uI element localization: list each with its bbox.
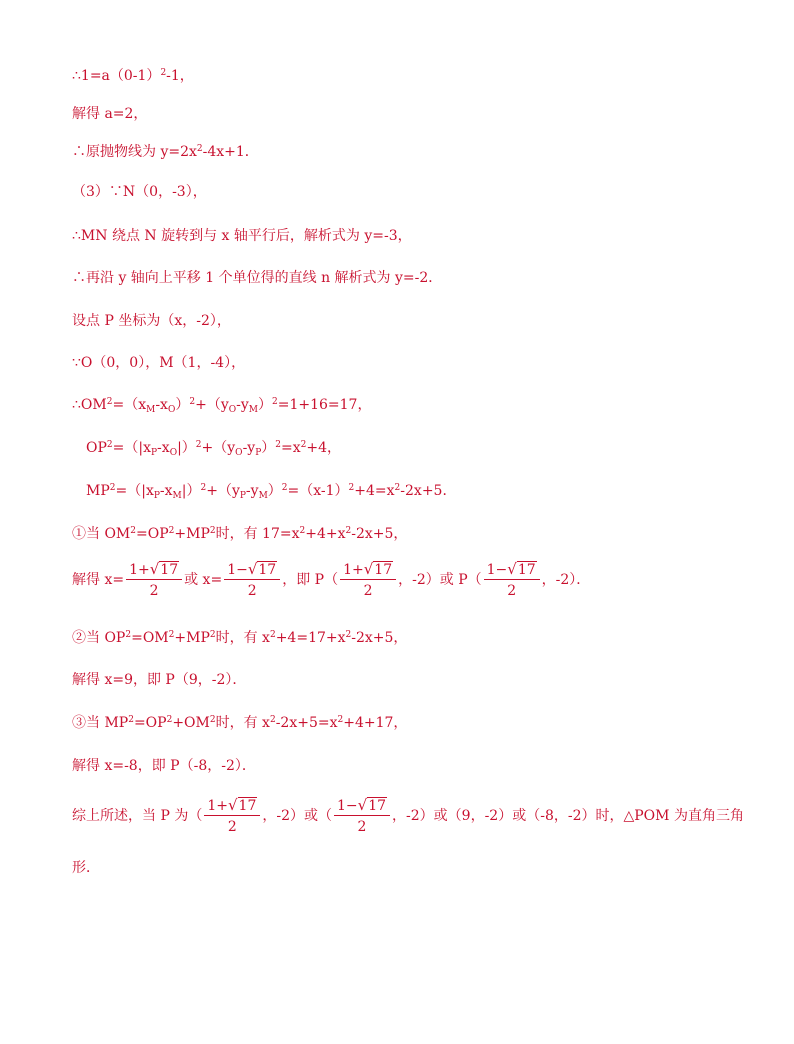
line-mp-squared: $MP^2=(|x_P-x_M|)^2+(y_P-y_M)^2=(x-1)^2+4=x^2-2x+5$． — [86, 483, 457, 501]
case-2-condition: ②当 $OP^2=OM^2+MP^2$时，有 $x^2+4=17+x^2-2x+5$， — [72, 630, 408, 646]
fraction-minus: $\frac{1-√17}{2}$ — [224, 562, 280, 598]
radical: √17 — [247, 560, 277, 578]
case-3-condition: ③当 $MP^2=OP^2+OM^2$时，有 $x^2-2x+5=x^2+4+17$， — [72, 715, 408, 731]
radical: √17 — [357, 796, 387, 814]
line-6: ∴再沿 y 轴向上平移 1 个单位得的直线 n 解析式为 y=-2． — [72, 270, 443, 286]
summary-line-end: 形． — [72, 860, 100, 876]
line-1: $\therefore 1=a(0-1)^2-1$， — [72, 68, 194, 84]
fraction-plus: $\frac{1+√17}{2}$ — [126, 562, 182, 598]
radical: √17 — [363, 560, 393, 578]
case-2-solution: 解得 x=9，即 P（9，-2）． — [72, 672, 247, 688]
line-op-squared: $OP^2=(|x_P-x_O|)^2+(y_O-y_P)^2=x^2+4$， — [86, 440, 342, 458]
line-3: ∴原抛物线为 $y=2x^2-4x+1$． — [72, 144, 259, 160]
line-7: 设点 P 坐标为（x，-2）， — [72, 313, 231, 329]
line-2: 解得 a=2， — [72, 106, 148, 122]
radical: √17 — [507, 560, 536, 578]
case-1-condition: ①当 $OM^2=OP^2+MP^2$时，有 $17=x^2+4+x^2-2x+5$， — [72, 526, 408, 542]
fraction-plus: $\frac{1+√17}{2}$ — [204, 798, 260, 834]
case-3-solution: 解得 x=-8，即 P（-8，-2）． — [72, 758, 256, 774]
line-5: ∴MN 绕点 N 旋转到与 x 轴平行后，解析式为 y=-3， — [72, 228, 412, 244]
summary-line: 综上所述，当 P 为（ $\frac{1+√17}{2}$ ，-2）或（ $\frac{1-√17}{2}$ ，-2）或（9，-2）或（-8，-2）时，△POM 为直角三角 — [72, 796, 744, 835]
fraction-minus: $\frac{1-√17}{2}$ — [484, 562, 540, 598]
fraction-minus: $\frac{1-√17}{2}$ — [334, 798, 390, 834]
line-4: （3）∵N（0，-3）， — [72, 184, 207, 200]
fraction-plus: $\frac{1+√17}{2}$ — [340, 562, 396, 598]
line-8: ∵O（0，0），M（1，-4）， — [72, 355, 246, 371]
line-om-squared: $\therefore OM^2=(x_M-x_O)^2+(y_O-y_M)^2=1+16=17$， — [72, 397, 372, 415]
case-1-solution: 解得 x= $\frac{1+√17}{2}$ 或 x= $\frac{1-√17}{2}$ ，即 P（ $\frac{1+√17}{2}$ ，-2）或 P（ $\frac{1-√17}{2}$ ，-2）． — [72, 560, 591, 599]
radical: √17 — [149, 560, 179, 578]
radical: √17 — [227, 796, 257, 814]
